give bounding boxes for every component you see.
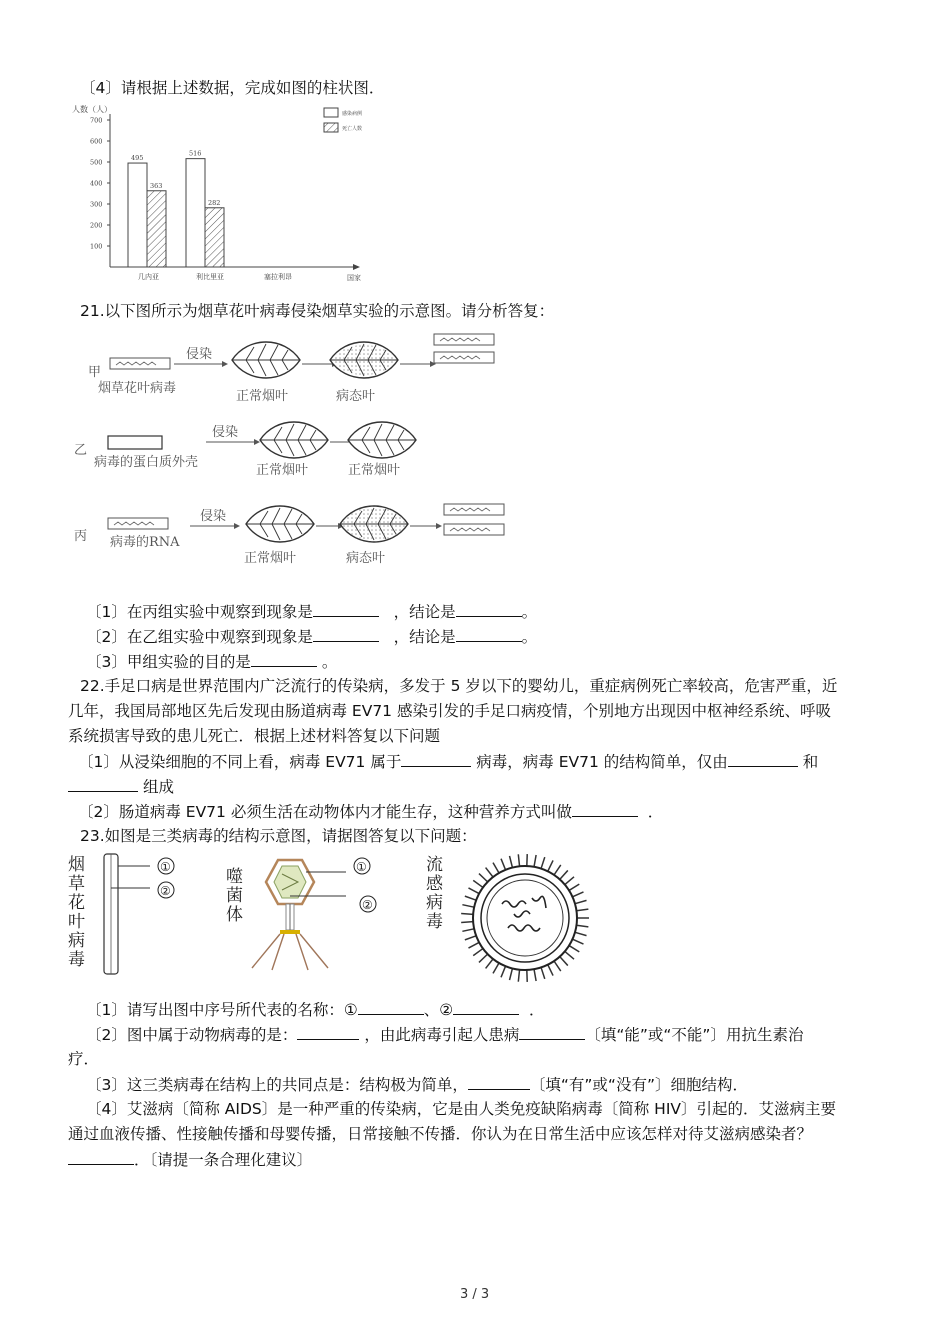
q22-q1-cont: 组成 [68,775,174,798]
answer-blank[interactable] [313,625,379,642]
row-yi-material: 病毒的蛋白质外壳 [94,455,199,470]
legend-swatch [324,108,338,117]
x-tick-label: 几内亚 [138,273,159,281]
q23-q2: 〔2〕图中属于动物病毒的是： ，由此病毒引起人患病 〔填“能”或“不能”〕用抗生素治 [86,1023,803,1046]
answer-blank[interactable] [572,800,638,817]
q22-q1: 〔1〕从浸染细胞的不同上看，病毒 EV71 属于 病毒，病毒 EV71 的结构简单，仅由 和 [78,750,818,773]
phage-mark-2: ② [362,898,373,912]
row-jia-action: 侵染 [186,347,213,362]
influenza-vertical-label [426,855,443,932]
bar-infected [186,159,205,267]
q23-q4-line1: 〔4〕艾滋病〔简称 AIDS〕是一种严重的传染病，它是由人类免疫缺陷病毒〔简称 HIV〕引起的．艾滋病主要 [86,1100,836,1118]
q20-4-text: 〔4〕请根据上述数据，完成如图的柱状图． [80,79,385,97]
q21-q1: 〔1〕在丙组实验中观察到现象是 ，结论是 。 [86,600,537,623]
svg-text:噬菌体: 噬菌体 [226,867,243,925]
y-tick-label: 300 [90,200,103,209]
q22-line3: 系统损害导致的患儿死亡．根据上述材料答复以下问题 [68,727,441,745]
data-label: 282 [208,198,221,207]
data-label: 495 [131,154,144,163]
answer-blank[interactable] [68,775,138,792]
phage-mark-1: ① [356,860,367,874]
q23-q4-line3: ．〔请提一条合理化建议〕 [68,1148,312,1171]
answer-blank[interactable] [68,1148,134,1165]
legend-swatch [324,123,338,132]
q21-title: 21.以下图所示为烟草花叶病毒侵染烟草实验的示意图。请分析答复： [80,302,555,320]
legend-label: 死亡人数 [342,126,363,132]
answer-blank[interactable] [401,750,471,767]
answer-blank[interactable] [456,625,522,642]
row-jia-label: 甲 [88,365,102,380]
q23-q2-cont: 疗． [68,1050,100,1068]
answer-blank[interactable] [297,1023,359,1040]
y-tick-label: 200 [90,221,103,230]
row-bing-label: 丙 [74,529,88,544]
page-number: 3 / 3 [460,1287,490,1302]
row-jia-leaf1: 正常烟叶 [236,389,289,404]
y-tick-label: 400 [90,179,103,188]
answer-blank[interactable] [456,600,522,617]
bar-infected [128,163,147,267]
y-tick-label: 500 [90,158,103,167]
q23-q4-line2: 通过血液传播、性接触传播和母婴传播，日常接触不传播．你认为在日常生活中应该怎样对待艾滋病感染者？ [68,1125,813,1143]
row-yi-action: 侵染 [212,425,239,440]
bar-deaths [205,208,224,267]
q23-q1: 〔1〕请写出图中序号所代表的名称：① 、② ． [86,998,545,1021]
bar-chart [68,100,368,285]
row-yi-label: 乙 [74,443,88,458]
x-tick-label: 利比里亚 [196,273,224,281]
answer-blank[interactable] [728,750,798,767]
legend-label: 感染病例 [342,111,363,117]
chart-xlabel: 国家 [347,274,361,282]
svg-text:流感病毒: 流感病毒 [426,855,443,932]
tmv-mark-1: ① [160,860,171,874]
row-jia-leaf2: 病态叶 [336,389,376,404]
data-label: 516 [189,149,202,158]
row-bing-leaf1: 正常烟叶 [244,551,297,566]
q22-line1: 22.手足口病是世界范围内广泛流行的传染病，多发于 5 岁以下的婴幼儿，重症病例死亡率较高，危害严重，近 [80,677,838,695]
answer-blank[interactable] [453,998,519,1015]
answer-blank[interactable] [519,1023,585,1040]
row-yi-leaf1: 正常烟叶 [256,463,309,478]
x-tick-label: 塞拉利昂 [264,273,292,281]
answer-blank[interactable] [251,650,317,667]
answer-blank[interactable] [313,600,379,617]
q22-line2: 几年，我国局部地区先后发现由肠道病毒 EV71 感染引发的手足口病疫情，个别地方出现因中枢神经系统、呼吸 [68,702,831,720]
virus-structure-figure [62,852,602,982]
answer-blank[interactable] [468,1073,530,1090]
q21-q3: 〔3〕甲组实验的目的是 。 [86,650,337,673]
phage-vertical-label [226,867,243,925]
data-label: 363 [150,181,163,190]
q22-q2: 〔2〕肠道病毒 EV71 必须生活在动物体内才能生存，这种营养方式叫做 ． [78,800,663,823]
row-yi-leaf2: 正常烟叶 [348,463,401,478]
row-bing-material: 病毒的RNA [110,535,180,550]
q21-q2: 〔2〕在乙组实验中观察到现象是 ，结论是 。 [86,625,537,648]
y-tick-label: 600 [90,137,103,146]
svg-text:烟草花叶病毒: 烟草花叶病毒 [68,855,85,970]
row-bing-leaf2: 病态叶 [346,551,386,566]
answer-blank[interactable] [358,998,424,1015]
row-bing-action: 侵染 [200,509,227,524]
chart-ylabel: 人数（人） [72,105,112,114]
tmv-mark-2: ② [160,884,171,898]
q23-title: 23.如图是三类病毒的结构示意图，请据图答复以下问题： [80,827,477,845]
bar-deaths [147,191,166,267]
tmv-experiment-diagram [70,328,520,573]
row-jia-material: 烟草花叶病毒 [98,381,177,396]
q23-q3: 〔3〕这三类病毒在结构上的共同点是：结构极为简单， 〔填“有”或“没有”〕细胞结构． [86,1073,748,1096]
tmv-vertical-label [68,855,85,970]
y-tick-label: 700 [90,116,103,125]
y-tick-label: 100 [90,242,103,251]
